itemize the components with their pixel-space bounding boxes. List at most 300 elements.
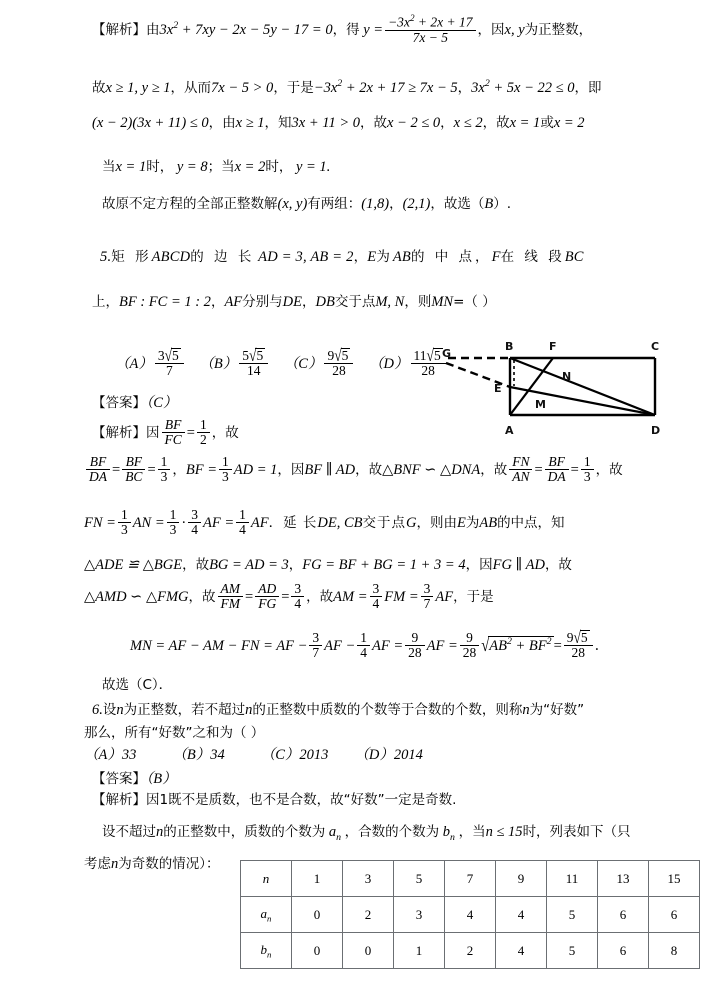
text-ji: ，即 xyxy=(574,79,602,96)
option-B-value xyxy=(239,345,268,379)
problem5-number: 5. xyxy=(100,249,112,265)
seg-AB: AB xyxy=(392,249,411,265)
frac-9root5-28 xyxy=(564,627,593,661)
am-eq: AM = xyxy=(333,589,368,606)
text-on-seg: 在 线 段 xyxy=(500,249,565,265)
label-E: E xyxy=(494,382,502,395)
text-intersect-g: 交于点 xyxy=(362,515,406,532)
pair-xy: (x, y) xyxy=(277,196,308,212)
text-dang: 当 xyxy=(102,159,116,175)
l5f3-num: 3 xyxy=(291,582,304,597)
solution4-line-4 xyxy=(102,160,330,175)
answer-letter-4: B xyxy=(484,196,494,212)
problem6-answer-line xyxy=(92,772,177,787)
label-M: M xyxy=(535,398,546,411)
parallel-fg-ad: FG ∥ AD xyxy=(492,557,545,573)
frac-quarter-1 xyxy=(236,508,249,537)
geometry-figure xyxy=(440,330,690,450)
label-abcd: ABCD xyxy=(151,249,191,265)
problem5-conclusion xyxy=(102,678,172,693)
frac-bf-bc xyxy=(122,455,145,484)
text-yin-a2: ，因 xyxy=(277,462,305,479)
text-then: ，则 xyxy=(404,294,432,310)
eq1: = xyxy=(112,462,121,479)
similar-bnf-dna: △BNF ∽ △DNA xyxy=(382,462,481,479)
option-B-label[interactable]: （B） xyxy=(199,356,238,373)
frac-fn-an xyxy=(509,455,532,484)
frac-1-4-b xyxy=(357,631,370,660)
comma-a4: ， xyxy=(288,557,303,573)
l3f3-num: 3 xyxy=(188,508,201,523)
ff1-den: 7 xyxy=(312,645,320,661)
analysis-text-6: 因1既不是质数，也不是合数，故“好数”一定是奇数. xyxy=(146,792,457,808)
final-eq-sign: = xyxy=(553,638,562,655)
l3f4-num: 1 xyxy=(236,508,249,523)
comma-5b: ， xyxy=(210,294,225,310)
option6-B[interactable]: （B）34 xyxy=(172,747,225,763)
text-wei: 为 xyxy=(376,249,393,265)
cell-n-4: 9 xyxy=(496,861,547,897)
text-gu2: ，故 xyxy=(359,115,387,131)
f6-num: BF xyxy=(545,455,569,470)
frac-3-7 xyxy=(421,582,434,611)
text-posint-if: 为正整数，若不超过 xyxy=(123,702,246,718)
frac-third-3 xyxy=(581,455,594,484)
l5f3-den: 4 xyxy=(294,596,302,612)
cell-bn-7: 8 xyxy=(649,933,700,969)
option-C-label[interactable]: （C） xyxy=(283,356,323,373)
frac-9-28-a xyxy=(405,631,425,660)
segment-ED xyxy=(510,387,655,415)
ineq-3: $-3x^2 + 2x + 17 \ge 7x - 5$ xyxy=(313,78,458,96)
eq4: = xyxy=(570,462,579,479)
seg-DB: DB xyxy=(315,294,335,310)
problem6-stem-line-1 xyxy=(92,703,584,718)
cell-an-7: 6 xyxy=(649,897,700,933)
sqrt-icon: √ xyxy=(481,636,490,657)
cell-bn-5: 5 xyxy=(547,933,598,969)
cell-bn-4: 4 xyxy=(496,933,547,969)
problem5-final-equation xyxy=(130,627,610,661)
text-yushi: ，于是 xyxy=(273,79,314,96)
comma-1: ， xyxy=(457,79,472,96)
vars-xy: x, y xyxy=(504,22,525,39)
frac-3-4 xyxy=(188,508,201,537)
fm-eq: FM = xyxy=(384,589,419,606)
final-af1: AF − xyxy=(324,638,356,655)
text-mid-know: 的中点，知 xyxy=(497,515,565,532)
optD-den: 28 xyxy=(421,363,435,379)
eq2: = xyxy=(147,462,156,479)
frac-third-1 xyxy=(158,455,171,484)
text-shi1: 时， xyxy=(146,159,174,175)
final-af2: AF = xyxy=(372,638,404,655)
text-gu-a2: ，故 xyxy=(355,462,383,479)
option-A-label[interactable]: （A） xyxy=(115,356,153,373)
case1-y: y = 8 xyxy=(173,159,208,175)
text-gu-a2c: ，故 xyxy=(595,462,623,479)
seg-BC: BC xyxy=(564,249,584,265)
f1-den: DA xyxy=(89,469,107,485)
frac-third-5 xyxy=(167,508,180,537)
f3-num: 1 xyxy=(158,455,171,470)
parallel-bf-ad: BF ∥ AD xyxy=(304,462,356,479)
frac-3-4-b xyxy=(291,582,304,611)
label-B: B xyxy=(505,340,514,353)
cell-bn-1: 0 xyxy=(343,933,394,969)
eq-a5-2: = xyxy=(281,589,290,606)
ad-eq-1: AD = 1 xyxy=(233,462,278,479)
text-gu-5a: ，故 xyxy=(211,425,239,442)
l5f5-den: 7 xyxy=(423,596,431,612)
analysis-label: 【解析】由 xyxy=(92,22,160,39)
fg-eq: FG = BF + BG = 1 + 3 = 4 xyxy=(302,557,466,573)
seg-MN: MN xyxy=(431,294,454,310)
label-N: N xyxy=(562,370,572,383)
l3f1-den: 3 xyxy=(120,522,128,538)
solution-pair-1: (1,8) xyxy=(361,196,390,212)
text-select: ，故选（ xyxy=(430,196,485,212)
problem6-stem-line-2 xyxy=(84,726,264,741)
var-bn: $b_n$ xyxy=(439,824,455,843)
text-gu-a4b: ，故 xyxy=(544,557,572,573)
frac-third-4 xyxy=(118,508,131,537)
seg-de-cb: DE, CB xyxy=(317,515,363,532)
text-yin: ，因 xyxy=(477,22,505,39)
answer-label-5: 【答案】 xyxy=(92,395,146,411)
text-she-2: 设不超过 xyxy=(102,824,156,840)
text-gu3: ，故 xyxy=(482,115,510,131)
text-yushi: ，于是 xyxy=(453,589,494,606)
cell-an-5: 5 xyxy=(547,897,598,933)
ineq-x2: x − 2 ≤ 0 xyxy=(386,115,441,131)
text-sum-good: 那么，所有“好数”之和为（ ） xyxy=(84,725,265,741)
cell-n-1: 3 xyxy=(343,861,394,897)
row-header-bn: $b_n$ xyxy=(241,933,292,969)
problem5-stem-line-2 xyxy=(92,295,496,310)
analysis-label-6: 【解析】 xyxy=(92,792,146,808)
problem5-options xyxy=(115,345,448,379)
ff1-num: 3 xyxy=(309,631,322,646)
frac-numerator: $-3x^2 + 2x + 17$ xyxy=(385,14,475,31)
ineq-x1: x ≥ 1 xyxy=(235,115,265,131)
f1-num: BF xyxy=(86,455,110,470)
text-zhi: ，知 xyxy=(264,115,292,131)
ineq-xle2: x ≤ 2 xyxy=(453,115,483,131)
cell-n-3: 7 xyxy=(445,861,496,897)
seg-AF: AF xyxy=(224,294,243,310)
frac-ad-fg xyxy=(255,582,279,611)
table-row xyxy=(241,861,700,897)
ff3-den: 28 xyxy=(408,645,422,661)
fraction-y xyxy=(385,14,475,45)
l5f5-num: 3 xyxy=(421,582,434,597)
ff4-num: 9 xyxy=(460,631,480,646)
l3f2-den: 3 xyxy=(169,522,177,538)
text-gu-a5: ，故 xyxy=(188,589,216,606)
label-D: D xyxy=(651,424,661,437)
text-comp-count: ，合数的个数为 xyxy=(344,824,440,840)
var-an: $a_n$ xyxy=(325,824,342,843)
case2-y: y = 1 xyxy=(292,159,327,175)
point-g: G xyxy=(406,515,417,532)
text-odd-case: 为奇数的情况）： xyxy=(118,856,220,872)
problem5-analysis-line-1 xyxy=(92,418,239,447)
optD-num: 11√5 xyxy=(411,348,446,364)
cell-an-6: 6 xyxy=(598,897,649,933)
f4-den: 3 xyxy=(222,469,229,485)
points-MN: M, N xyxy=(375,294,405,310)
ineq-2: 7x − 5 > 0 xyxy=(211,79,274,96)
ff5-num: 9√5 xyxy=(564,630,593,646)
problem6-options xyxy=(84,748,423,763)
row-header-n: n xyxy=(241,861,292,897)
final-period: ． xyxy=(594,638,610,655)
x-eq-2: x = 2 xyxy=(553,115,585,131)
multiply-dot: · xyxy=(181,515,187,532)
point-E: E xyxy=(367,249,377,265)
sqrt-content: $AB^2 + BF^2$ xyxy=(489,636,552,655)
text-side-len: 的 边 长 xyxy=(190,249,255,265)
half-num: 1 xyxy=(197,418,210,433)
label-G: G xyxy=(442,347,452,360)
prime-composite-table xyxy=(240,860,700,969)
cell-n-0: 1 xyxy=(292,861,343,897)
cell-n-5: 11 xyxy=(547,861,598,897)
solution4-line-2 xyxy=(92,79,601,95)
af-2: AF xyxy=(250,515,269,532)
cell-bn-2: 1 xyxy=(394,933,445,969)
comma-2: ， xyxy=(440,115,454,131)
text-de: ，得 xyxy=(332,22,360,39)
option-C-value xyxy=(324,345,353,379)
analysis-label-5: 【解析】 xyxy=(92,425,146,442)
text-you: ，由 xyxy=(208,115,236,131)
point-e2: E xyxy=(456,515,466,532)
eq3: = xyxy=(534,462,543,479)
cell-an-3: 4 xyxy=(445,897,496,933)
frac-am-fm xyxy=(218,582,244,611)
conclusion-text-5: 故选（C）． xyxy=(102,677,173,693)
l5f1-num: AM xyxy=(218,582,244,597)
table-row xyxy=(241,933,700,969)
f7-num: 1 xyxy=(581,455,594,470)
text-conclusion: 故原不定方程的全部正整数解 xyxy=(102,196,278,212)
option6-D[interactable]: （D）2014 xyxy=(354,747,423,763)
text-dang2: ；当 xyxy=(207,159,235,175)
solution4-line-5 xyxy=(102,197,511,212)
text-gu-a2b: ，故 xyxy=(480,462,508,479)
comma-5a: ， xyxy=(353,249,368,265)
problem5-analysis-line-2 xyxy=(84,455,623,484)
solution-pair-2: (2,1) xyxy=(402,196,431,212)
ff4-den: 28 xyxy=(462,645,477,661)
problem5-analysis-line-4 xyxy=(84,558,572,573)
seg-ab-2: AB xyxy=(479,515,498,532)
frac-3-4-c xyxy=(370,582,383,611)
text-wei-2: 为 xyxy=(465,515,480,532)
frac-9-28-b xyxy=(460,631,480,660)
f2-den: BC xyxy=(125,469,143,485)
var-n-5: n xyxy=(111,856,119,872)
l3f1-num: 1 xyxy=(118,508,131,523)
text-shang: 上， xyxy=(92,294,119,310)
text-consider: 考虑 xyxy=(84,856,111,872)
l5f4-den: 4 xyxy=(372,596,380,612)
eq-ad-ab: AD = 3, AB = 2 xyxy=(254,249,354,265)
frac-denominator: 7x − 5 xyxy=(412,29,448,45)
af-eq-1: AF = xyxy=(203,515,235,532)
solution4-line-3 xyxy=(92,116,585,131)
l3f4-den: 4 xyxy=(239,522,246,538)
optB-den: 14 xyxy=(246,363,261,379)
point-F: F xyxy=(491,249,501,265)
cell-an-2: 3 xyxy=(394,897,445,933)
f4-num: 1 xyxy=(219,455,232,470)
problem5-answer-line xyxy=(92,396,177,411)
text-then-from: ，则由 xyxy=(416,515,457,532)
cell-an-1: 2 xyxy=(343,897,394,933)
frac-bf-da-2 xyxy=(545,455,569,484)
optC-den: 28 xyxy=(332,363,346,379)
text-gu-a5b: ，故 xyxy=(306,589,334,606)
cell-n-2: 5 xyxy=(394,861,445,897)
comma-3: ， xyxy=(389,196,403,212)
comma-5c: ， xyxy=(302,294,316,310)
bf-num: BF xyxy=(162,418,185,433)
cell-n-7: 15 xyxy=(649,861,700,897)
half-den: 2 xyxy=(199,432,207,448)
cell-bn-6: 6 xyxy=(598,933,649,969)
text-congeric: ，从而 xyxy=(170,79,212,96)
bf-eq: BF = xyxy=(185,462,218,479)
case2-x: x = 2 xyxy=(234,159,266,175)
label-A: A xyxy=(505,424,514,437)
text-prime-comp: 的正整数中质数的个数等于合数的个数，则称 xyxy=(252,702,523,718)
problem5-stem-line-1 xyxy=(100,250,584,265)
table-row xyxy=(241,897,700,933)
option-A-value xyxy=(155,345,184,379)
period-1: . xyxy=(326,159,331,175)
text-dang-3: ，当 xyxy=(458,824,486,840)
frac-bf-fc xyxy=(162,418,185,447)
f5-den: AN xyxy=(512,469,530,485)
text-huo: 或 xyxy=(540,115,554,131)
answer-label-6: 【答案】 xyxy=(92,771,146,787)
problem6-number: 6. xyxy=(92,702,103,718)
f5-num: FN xyxy=(509,455,532,470)
optC-num: 9√5 xyxy=(324,348,353,364)
text-yin-a4: ，因 xyxy=(465,557,493,573)
text-she: 设 xyxy=(102,702,117,718)
problem6-body-line-2 xyxy=(84,857,220,872)
f6-den: DA xyxy=(547,469,566,485)
text-respectively: 分别与 xyxy=(242,294,283,310)
f3-den: 3 xyxy=(160,469,168,485)
l3f2-num: 1 xyxy=(167,508,180,523)
text-intersect: 交于点 xyxy=(334,294,376,310)
var-n-4: n xyxy=(156,824,164,840)
text-midpoint: 的 中 点， xyxy=(410,249,492,265)
af-3: AF xyxy=(435,589,454,606)
var-n-1: n xyxy=(116,702,124,718)
cell-bn-0: 0 xyxy=(292,933,343,969)
factored-ineq: (x − 2)(3x + 11) ≤ 0 xyxy=(92,115,209,131)
l3f3-den: 4 xyxy=(191,522,198,538)
final-af3: AF = xyxy=(426,638,458,655)
problem6-analysis-line xyxy=(92,793,456,808)
label-C: C xyxy=(651,340,660,353)
answer-value-5: （C） xyxy=(146,395,178,411)
cond-n-le-15: n ≤ 15 xyxy=(485,824,523,840)
frac-3-7-b xyxy=(309,631,322,660)
option6-C[interactable]: （C）2013 xyxy=(260,747,329,763)
ff3-num: 9 xyxy=(405,631,425,646)
ineq-3x11: 3x + 11 > 0 xyxy=(291,115,360,131)
similar-amd-fmg: △AMD ∽ △FMG xyxy=(84,589,189,606)
y-equals: y = xyxy=(359,22,384,39)
cell-n-6: 13 xyxy=(598,861,649,897)
fc-den: FC xyxy=(164,432,182,448)
x-eq-1: x = 1 xyxy=(509,115,541,131)
ff2-den: 4 xyxy=(360,645,368,661)
answer-value-6: （B） xyxy=(146,771,177,787)
congruent-ade-bge: △ADE ≌ △BGE xyxy=(84,557,183,573)
blank-paren-5: =（ ） xyxy=(453,294,496,310)
an-eq: AN = xyxy=(132,515,165,532)
frac-bf-da xyxy=(86,455,110,484)
figure-svg xyxy=(440,330,690,445)
cell-an-4: 4 xyxy=(496,897,547,933)
eq-sign-a1: = xyxy=(186,425,195,442)
problem6-body-line-1 xyxy=(102,825,631,843)
l5f4-num: 3 xyxy=(370,582,383,597)
solution4-line-1 xyxy=(92,14,592,45)
frac-half xyxy=(197,418,210,447)
option-D-label[interactable]: （D） xyxy=(369,356,409,373)
eq-a5-1: = xyxy=(245,589,254,606)
text-rect: 矩 形 xyxy=(111,249,152,265)
var-n-2: n xyxy=(245,702,253,718)
case1-x: x = 1 xyxy=(115,159,147,175)
var-n-3: n xyxy=(522,702,530,718)
seg-DE: DE xyxy=(282,294,302,310)
ineq-4: $3x^2 + 5x - 22 \le 0$ xyxy=(471,78,575,96)
text-two-groups: 有两组： xyxy=(307,196,362,212)
cell-an-0: 0 xyxy=(292,897,343,933)
row-header-an: $a_n$ xyxy=(241,897,292,933)
text-gu-a4: ，故 xyxy=(182,557,210,573)
problem5-analysis-line-5 xyxy=(84,582,494,611)
l5f2-num: AD xyxy=(255,582,279,597)
ratio-bf-fc: BF : FC = 1 : 2 xyxy=(119,294,211,310)
text-table-follows: 时，列表如下（只 xyxy=(522,824,631,840)
fn-eq: FN = xyxy=(84,515,116,532)
text-positive-int: 为正整数， xyxy=(524,22,593,39)
bg-eq: BG = AD = 3 xyxy=(209,557,289,573)
optA-num: 3√5 xyxy=(155,348,184,364)
optB-num: 5√5 xyxy=(239,348,268,364)
comma-a2: ， xyxy=(172,462,186,479)
l5f1-den: FM xyxy=(220,596,241,612)
text-close-4: ）. xyxy=(493,196,512,212)
text-extend: ．延 长 xyxy=(268,515,318,532)
text-yin-5: 因 xyxy=(146,425,160,442)
text-gu: 故 xyxy=(92,79,106,96)
option6-A[interactable]: （A）33 xyxy=(84,747,137,763)
ineq-1: x ≥ 1, y ≥ 1 xyxy=(105,79,171,96)
cell-bn-3: 2 xyxy=(445,933,496,969)
